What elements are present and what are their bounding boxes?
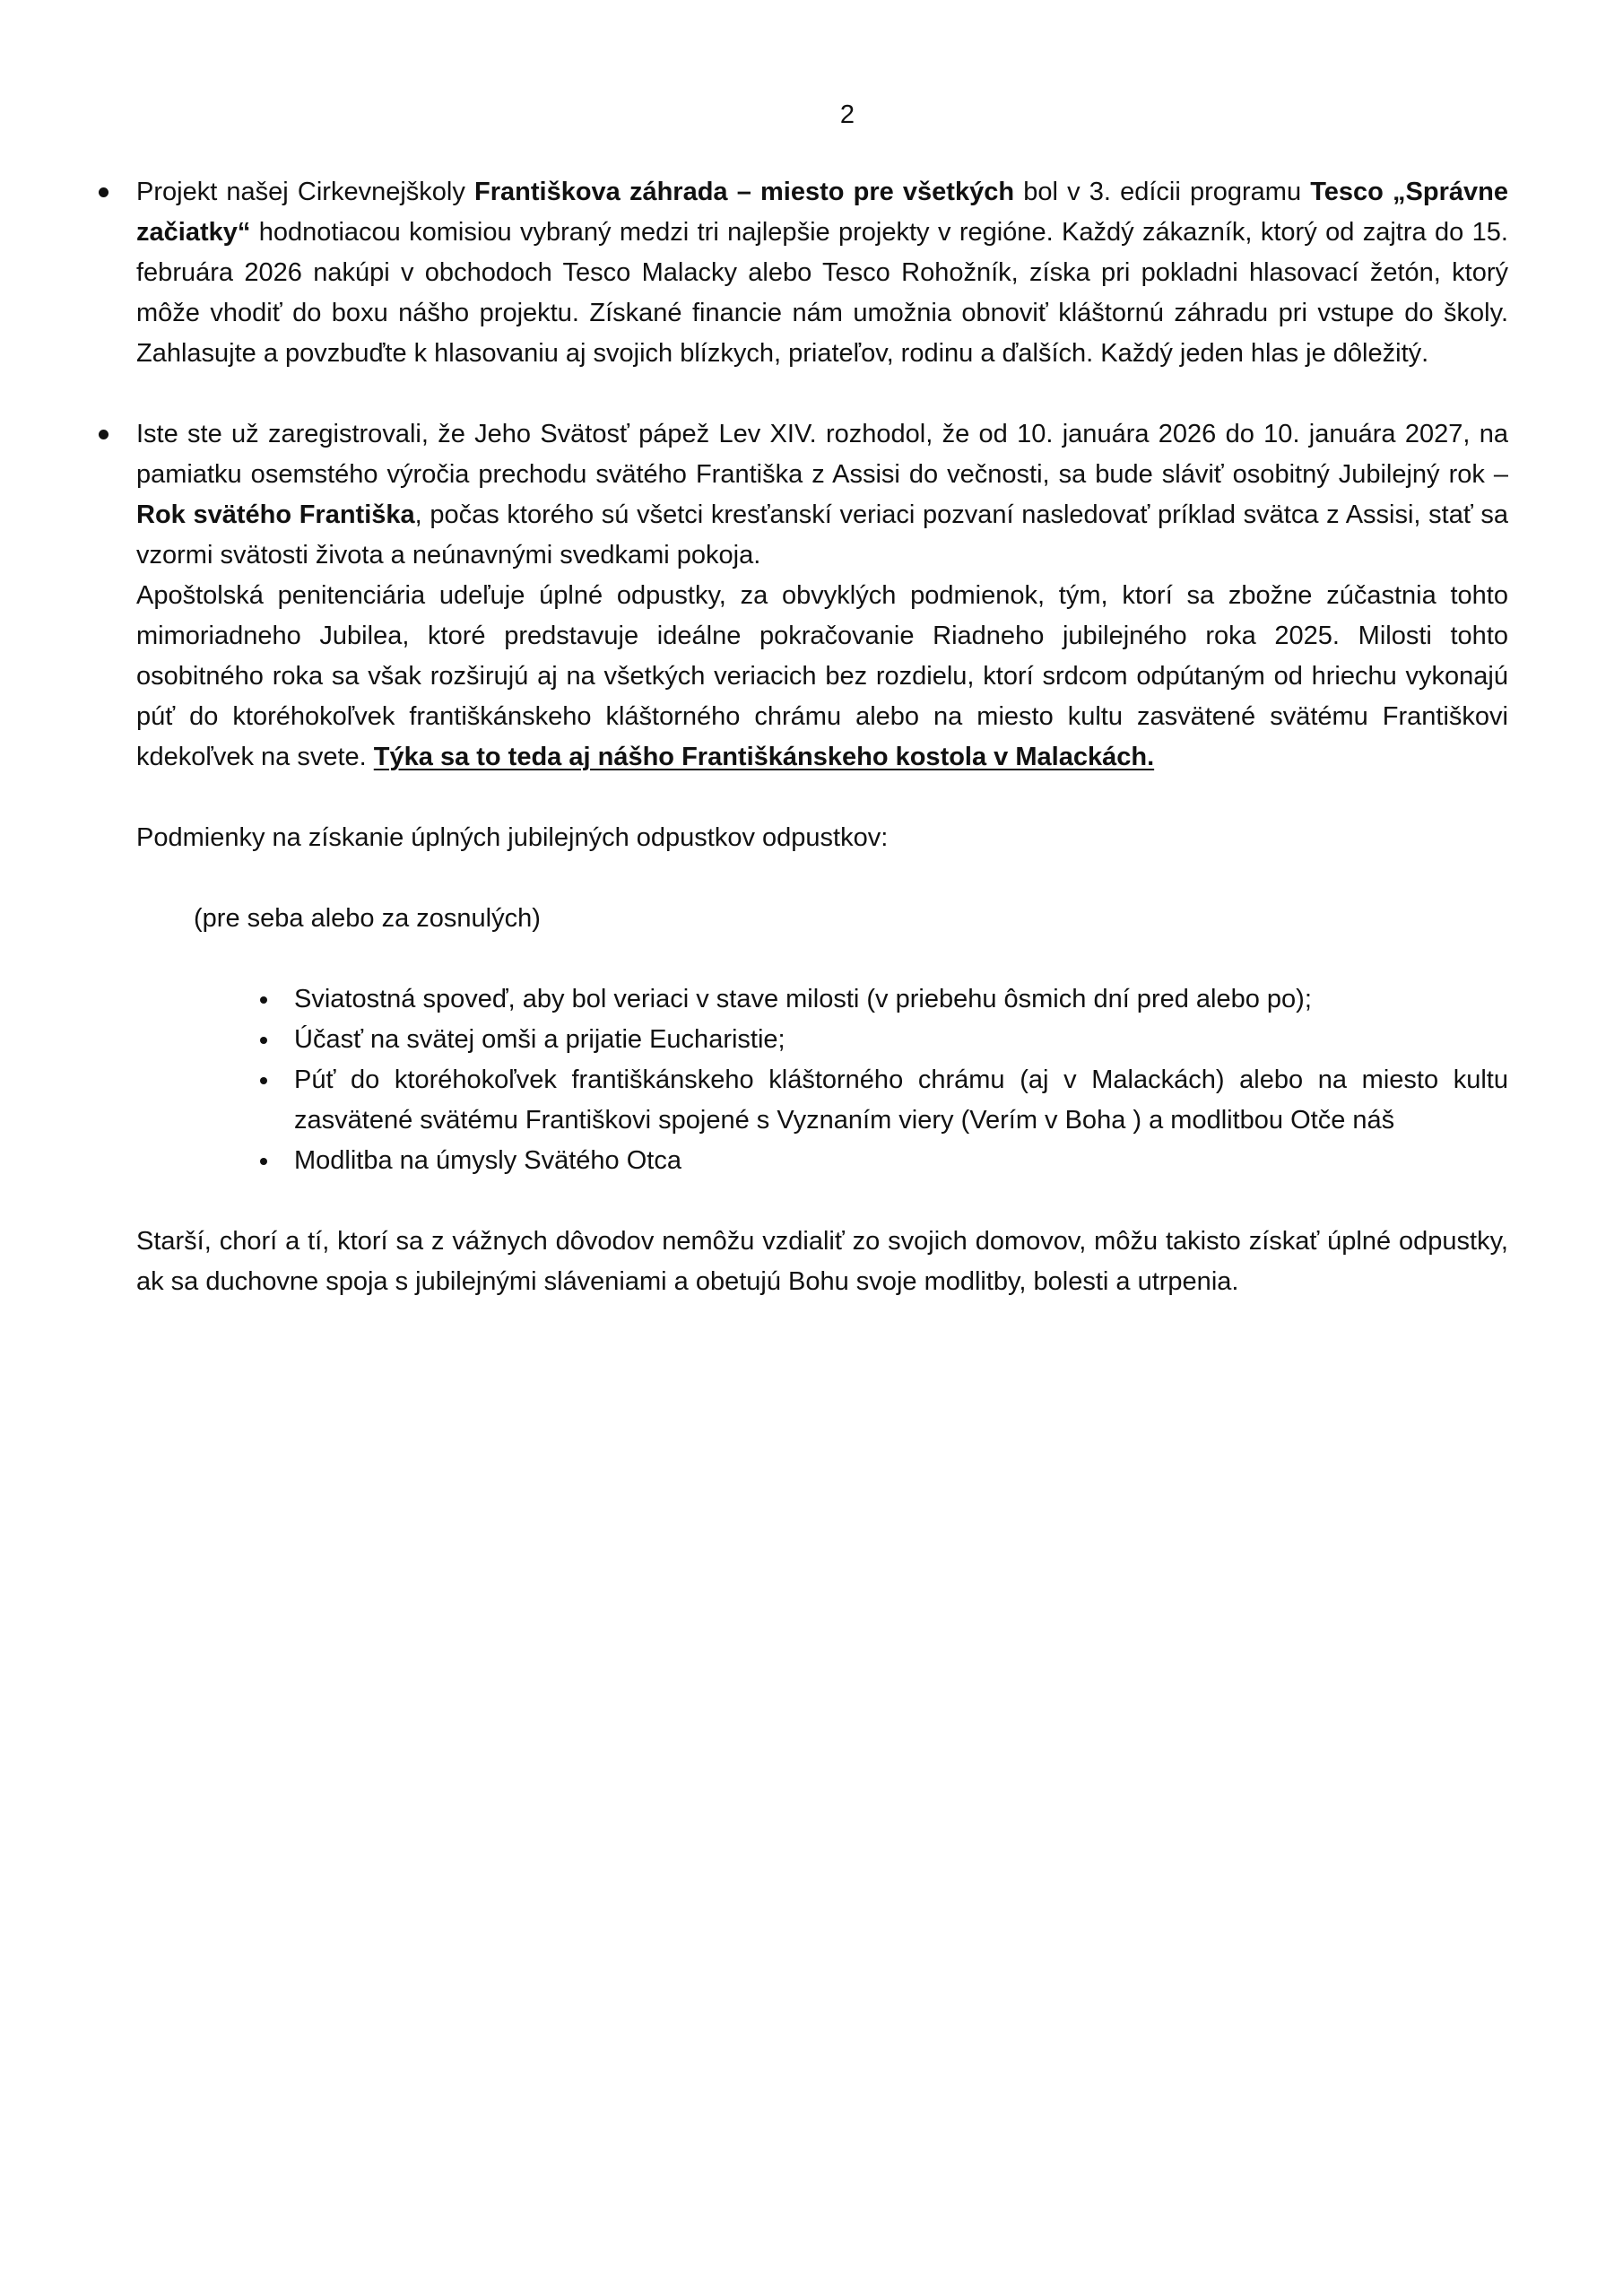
list-item: [294, 1020, 1508, 1060]
project-name: Františkova záhrada – miesto pre všetkých: [474, 178, 1015, 206]
jubilee-name: Rok svätého Františka: [136, 500, 415, 529]
announcement-jubilee-text: [136, 414, 1508, 576]
announcement-jubilee: [136, 414, 1508, 1302]
page-number: 2: [839, 100, 855, 129]
bullet-icon: [99, 187, 108, 197]
indulgence-paragraph: [136, 576, 1508, 778]
program-name: Tesco „Správne začiatky“: [136, 178, 1508, 247]
conditions-list: [136, 979, 1508, 1181]
local-church-highlight: Týka sa to teda aj nášho Františkánskeho kostola v Malackách.: [373, 743, 1155, 771]
document-body: [136, 172, 1508, 1302]
text-segment: Iste ste už zaregistrovali, že Jeho Svätosť pápež Lev XIV. rozhodol, že od 10. januára 2026 do 10. januára 2027, na pamiatku osemstého výročia prechodu svätého Františka z Assisi do večnosti, sa bude sláviť osobitný Jubilejný rok –: [136, 420, 1508, 489]
conditions-intro: Podmienky na získanie úplných jubilejných odpustkov odpustkov:: [136, 823, 889, 852]
list-item: [294, 1060, 1508, 1141]
bullet-icon: [260, 1158, 267, 1165]
text-segment: Apoštolská penitenciária udeľuje úplné odpustky, za obvyklých podmienok, tým, ktorí sa zbožne zúčastnia tohto mimoriadneho Jubilea, ktoré predstavuje ideálne pokračovanie Riadneho jubilejného roka 2025. Milosti tohto osobitného roka sa však rozširujú aj na všetkých veriacich bez rozdielu, ktorí srdcom odpútaným od hriechu vykonajú púť do ktoréhokoľvek františkánskeho kláštorného chrámu alebo na miesto kultu zasvätené svätému Františkovi kdekoľvek na svete.: [136, 581, 1508, 771]
conditions-note: (pre seba alebo za zosnulých): [194, 904, 541, 933]
text-segment: Projekt našej Cirkevnejškoly: [136, 178, 475, 206]
condition-text: Púť do ktoréhokoľvek františkánskeho kláštorného chrámu (aj v Malackách) alebo na miesto kultu zasvätené svätému Františkovi spojené s Vyznaním viery (Verím v Boha ) a modlitbou Otče náš: [294, 1065, 1508, 1135]
bullet-icon: [260, 1037, 267, 1044]
bullet-icon: [99, 430, 108, 439]
condition-text: Sviatostná spoveď, aby bol veriaci v stave milosti (v priebehu ôsmich dní pred alebo po);: [294, 985, 1312, 1013]
announcement-tesco: [136, 172, 1508, 374]
text-segment: bol v 3. edícii programu: [1014, 178, 1311, 206]
closing-paragraph: Starší, chorí a tí, ktorí sa z vážnych dôvodov nemôžu vzdialiť zo svojich domovov, môžu takisto získať úplné odpustky, ak sa duchovne spoja s jubilejnými sláveniami a obetujú Bohu svoje modlitby, bolesti a utrpenia.: [136, 1227, 1508, 1296]
bullet-icon: [260, 996, 267, 1004]
list-item: [294, 979, 1508, 1020]
condition-text: Modlitba na úmysly Svätého Otca: [294, 1146, 681, 1175]
condition-text: Účasť na svätej omši a prijatie Eucharistie;: [294, 1025, 785, 1054]
announcement-tesco-text: [136, 172, 1508, 374]
text-segment: , počas ktorého sú všetci kresťanskí veriaci pozvaní nasledovať príklad svätca z Assisi, stať sa vzormi svätosti života a neúnavnými svedkami pokoja.: [136, 500, 1508, 570]
text-segment: hodnotiacou komisiou vybraný medzi tri najlepšie projekty v regióne. Každý zákazník, ktorý od zajtra do 15. februára 2026 nakúpi v obchodoch Tesco Malacky alebo Tesco Rohožník, získa pri pokladni hlasovací žetón, ktorý môže vhodiť do boxu nášho projektu. Získané financie nám umožnia obnoviť kláštornú záhradu pri vstupe do školy. Zahlasujte a povzbuďte k hlasovaniu aj svojich blízkych, priateľov, rodinu a ďalších. Každý jeden hlas je dôležitý.: [136, 218, 1508, 368]
list-item: [294, 1141, 1508, 1181]
bullet-icon: [260, 1077, 267, 1084]
